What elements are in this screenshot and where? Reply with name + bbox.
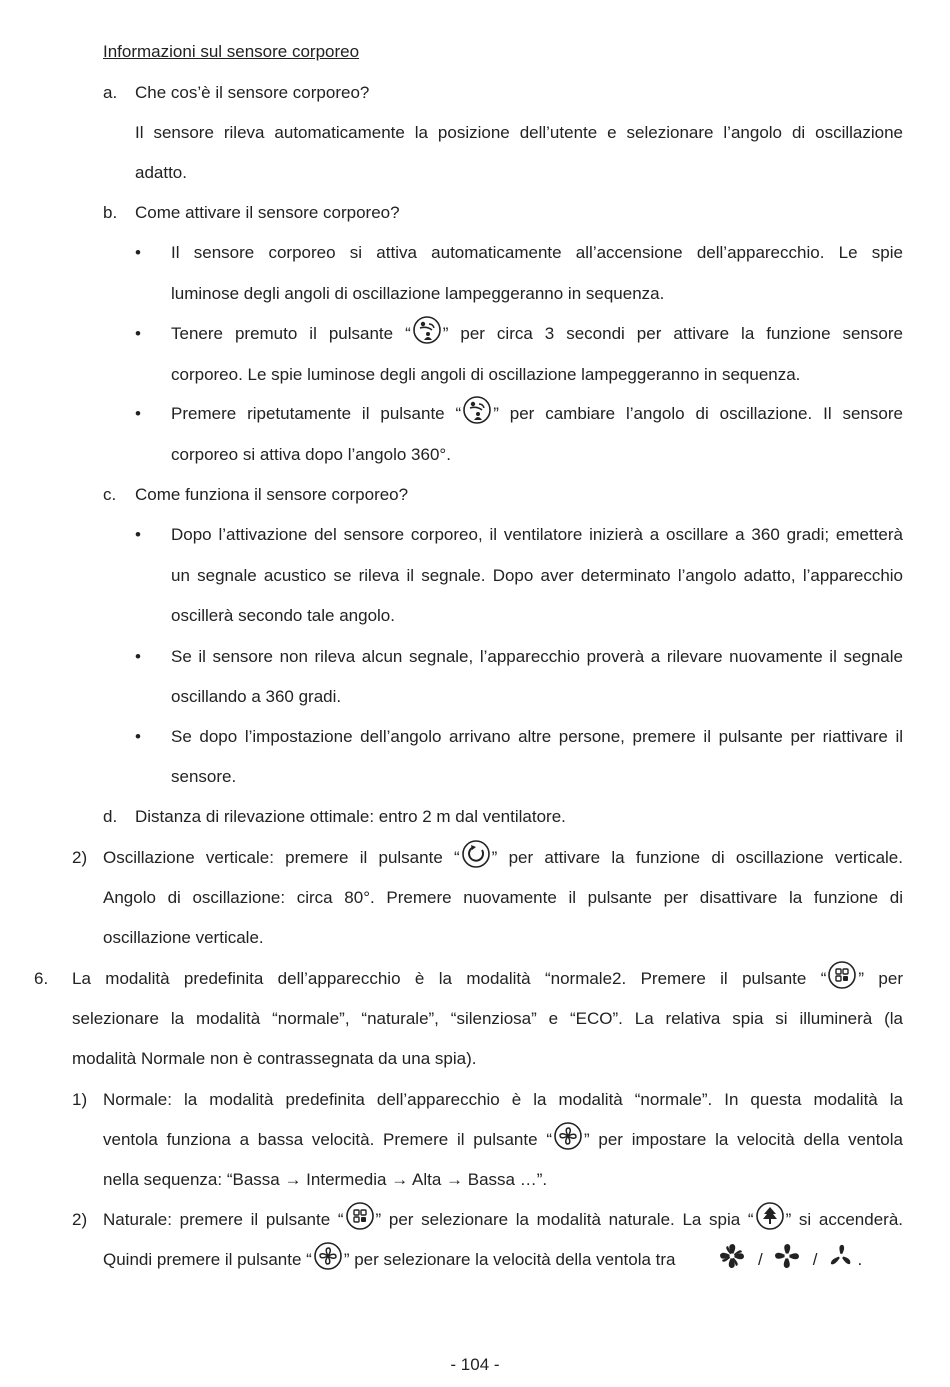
b-bullet1-line2: luminose degli angoli di oscillazione lampeggeranno in sequenza. bbox=[171, 284, 665, 303]
sub1-post: ” per impostare la velocità della ventola bbox=[583, 1130, 903, 1149]
bullet-dot: • bbox=[135, 525, 141, 544]
list-marker-2: 2) bbox=[72, 848, 88, 867]
item6-pre: La modalità predefinita dell’apparecchio è la modalità “normale2. Premere il pulsante “ bbox=[72, 969, 827, 988]
answer-a-line2: adatto. bbox=[135, 163, 187, 182]
sub2-line1 bbox=[103, 1209, 903, 1231]
separator: / bbox=[758, 1250, 763, 1269]
list-marker-c: c. bbox=[103, 485, 117, 504]
sub1-line3: nella sequenza: “Bassa → Intermedia → Alta → Bassa …”. bbox=[103, 1170, 548, 1189]
fan-medium-icon bbox=[773, 1242, 803, 1270]
list-marker-a: a. bbox=[103, 83, 118, 102]
item2-line2: Angolo di oscillazione: circa 80°. Premere nuovamente il pulsante per disattivare la funzione di bbox=[103, 888, 903, 907]
c-bullet3-line2: sensore. bbox=[171, 767, 237, 786]
b-bullet3-line1 bbox=[171, 403, 903, 425]
section-title: Informazioni sul sensore corporeo bbox=[103, 42, 360, 61]
bullet-dot: • bbox=[135, 404, 141, 423]
fan-speed-icon bbox=[553, 1121, 583, 1151]
b-bullet2-pre: Tenere premuto il pulsante “ bbox=[171, 324, 411, 343]
b-bullet3-post: ” per cambiare l’angolo di oscillazione. Il sensore bbox=[493, 404, 903, 423]
sub1-line1: Normale: la modalità predefinita dell’apparecchio è la modalità “normale”. In questa modalità la bbox=[103, 1090, 903, 1109]
bullet-dot: • bbox=[135, 647, 141, 666]
sub2-line2 bbox=[103, 1249, 676, 1271]
bullet-dot: • bbox=[135, 727, 141, 746]
mode-icon bbox=[827, 960, 857, 990]
body-sensor-icon bbox=[462, 395, 492, 425]
item2-post: ” per attivare la funzione di oscillazione verticale. bbox=[491, 848, 903, 867]
item6-post: ” per bbox=[858, 969, 903, 988]
item2-line1 bbox=[103, 847, 903, 869]
c-bullet1-line2: un segnale acustico se rileva il segnale. Dopo aver determinato l’angolo adatto, l’apparecchio bbox=[171, 566, 903, 585]
rotate-icon bbox=[461, 839, 491, 869]
list-marker-b: b. bbox=[103, 203, 118, 222]
b-bullet2-line1 bbox=[171, 323, 903, 345]
bullet-dot: • bbox=[135, 324, 141, 343]
period: . bbox=[857, 1250, 863, 1269]
list-marker-6: 6. bbox=[34, 969, 49, 988]
sub2-pre: Naturale: premere il pulsante “ bbox=[103, 1210, 344, 1229]
b-bullet1-line1: Il sensore corporeo si attiva automaticamente all’accensione dell’apparecchio. Le spie bbox=[171, 243, 903, 262]
fan-speed-icon bbox=[313, 1241, 343, 1271]
b-bullet2-post: ” per circa 3 secondi per attivare la funzione sensore bbox=[442, 324, 903, 343]
body-sensor-icon bbox=[412, 315, 442, 345]
sub2-post: ” si accenderà. bbox=[785, 1210, 903, 1229]
mode-icon bbox=[345, 1201, 375, 1231]
b-bullet3-line2: corporeo si attiva dopo l’angolo 360°. bbox=[171, 445, 451, 464]
item6-line2: selezionare la modalità “normale”, “naturale”, “silenziosa” e “ECO”. La relativa spia si illuminerà (la bbox=[72, 1009, 903, 1028]
fan-speed-options bbox=[718, 1249, 862, 1271]
d-text: Distanza di rilevazione ottimale: entro 2 m dal ventilatore. bbox=[135, 807, 566, 826]
separator: / bbox=[812, 1250, 818, 1269]
sub1-line2 bbox=[103, 1129, 903, 1151]
item2-pre: Oscillazione verticale: premere il pulsante “ bbox=[103, 848, 460, 867]
sub2-l2-mid: ” per selezionare la velocità della ventola tra bbox=[343, 1250, 676, 1269]
page-number: - 104 - bbox=[450, 1355, 500, 1374]
list-marker-sub2: 2) bbox=[72, 1210, 88, 1229]
sub2-l2-pre: Quindi premere il pulsante “ bbox=[103, 1250, 312, 1269]
fan-low-icon bbox=[827, 1242, 857, 1270]
item6-line1 bbox=[72, 968, 903, 990]
c-bullet1-line1: Dopo l’attivazione del sensore corporeo, il ventilatore inizierà a oscillare a 360 gradi; emetterà bbox=[171, 525, 903, 544]
question-b: Come attivare il sensore corporeo? bbox=[135, 203, 400, 222]
item2-line3: oscillazione verticale. bbox=[103, 928, 264, 947]
item6-line3: modalità Normale non è contrassegnata da una spia). bbox=[72, 1049, 477, 1068]
list-marker-d: d. bbox=[103, 807, 118, 826]
sub1-pre: ventola funziona a bassa velocità. Premere il pulsante “ bbox=[103, 1130, 552, 1149]
question-a: Che cos’è il sensore corporeo? bbox=[135, 83, 370, 102]
question-c: Come funziona il sensore corporeo? bbox=[135, 485, 409, 504]
c-bullet3-line1: Se dopo l’impostazione dell’angolo arrivano altre persone, premere il pulsante per riattivare il bbox=[171, 727, 903, 746]
c-bullet2-line1: Se il sensore non rileva alcun segnale, l’apparecchio proverà a rilevare nuovamente il segnale bbox=[171, 647, 903, 666]
c-bullet2-line2: oscillando a 360 gradi. bbox=[171, 687, 342, 706]
b-bullet3-pre: Premere ripetutamente il pulsante “ bbox=[171, 404, 462, 423]
list-marker-sub1: 1) bbox=[72, 1090, 88, 1109]
bullet-dot: • bbox=[135, 243, 141, 262]
b-bullet2-line2: corporeo. Le spie luminose degli angoli di oscillazione lampeggeranno in sequenza. bbox=[171, 365, 801, 384]
fan-high-icon bbox=[718, 1242, 748, 1270]
answer-a-line1: Il sensore rileva automaticamente la posizione dell’utente e selezionare l’angolo di oscillazione bbox=[135, 123, 903, 142]
tree-icon bbox=[755, 1201, 785, 1231]
c-bullet1-line3: oscillerà secondo tale angolo. bbox=[171, 606, 395, 625]
sub2-mid: ” per selezionare la modalità naturale. La spia “ bbox=[375, 1210, 754, 1229]
